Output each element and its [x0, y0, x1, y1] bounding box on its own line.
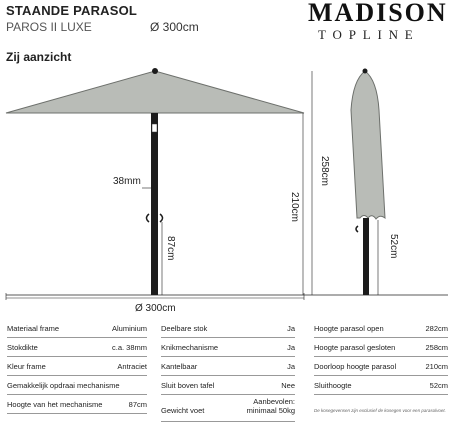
height-open-side-label: 210cm [289, 192, 300, 223]
spec-key: Doorloop hoogte parasol [314, 362, 397, 371]
spec-value: Aanbevolen: minimaal 50kg [246, 397, 295, 415]
spec-value: 52cm [429, 381, 448, 390]
spec-value: 210cm [425, 362, 448, 371]
spec-key: Kantelbaar [161, 362, 198, 371]
spec-row [161, 377, 295, 395]
footnote: De kosegevensen zijn exclusief de kosegen voor een parasolvoet. [314, 408, 446, 413]
pole-tilt-mark [152, 124, 157, 132]
open-canopy [6, 71, 304, 113]
spec-row [7, 320, 147, 338]
spec-row [314, 320, 448, 338]
section-title: Zij aanzicht [6, 50, 72, 64]
spec-row [7, 339, 147, 357]
spec-row [161, 358, 295, 376]
spec-value: Ja [287, 324, 295, 333]
spec-row [314, 358, 448, 376]
spec-key: Sluit boven tafel [161, 381, 215, 390]
canopy-top-knob [152, 68, 158, 74]
spec-key: Hoogte parasol gesloten [314, 343, 396, 352]
closed-pole-label: 52cm [388, 234, 399, 259]
closed-top-knob [363, 69, 368, 74]
spec-key: Gemakkelijk opdraai mechanisme [7, 381, 120, 390]
spec-value: Aluminium [111, 324, 147, 333]
spec-row [7, 396, 147, 414]
spec-key: Deelbare stok [161, 324, 208, 333]
height-open-total-label: 258cm [319, 156, 330, 187]
spec-value: Ja [287, 362, 295, 371]
spec-row [161, 320, 295, 338]
closed-pole [363, 218, 369, 295]
spec-key: Gewicht voet [161, 406, 205, 415]
spec-key: Hoogte van het mechanisme [7, 400, 103, 409]
spec-value: 87cm [128, 400, 147, 409]
spec-row [7, 377, 147, 395]
spec-value: Ja [287, 343, 295, 352]
product-subtitle: PAROS II LUXE [6, 20, 92, 34]
spec-row [314, 377, 448, 395]
spec-key: Stokdikte [7, 343, 38, 352]
bottom-diameter-label: Ø 300cm [135, 303, 176, 314]
spec-value: Antraciet [117, 362, 147, 371]
spec-value: Nee [281, 381, 295, 390]
diameter-label: Ø 300cm [150, 20, 199, 34]
pole-diameter-label: 38mm [113, 176, 141, 187]
spec-row [161, 396, 295, 422]
spec-row [161, 339, 295, 357]
spec-key: Materiaal frame [7, 324, 60, 333]
crank-height-label: 87cm [165, 236, 176, 261]
product-title: STAANDE PARASOL [6, 3, 138, 18]
spec-value: 258cm [425, 343, 448, 352]
spec-value: c.a. 38mm [111, 343, 147, 352]
spec-row [7, 358, 147, 376]
spec-key: Hoogte parasol open [314, 324, 384, 333]
spec-key: Knikmechanisme [161, 343, 219, 352]
spec-key: Sluithoogte [314, 381, 352, 390]
closed-canopy [351, 71, 385, 219]
spec-key: Kleur frame [7, 362, 46, 371]
spec-row [314, 339, 448, 357]
spec-value: 282cm [425, 324, 448, 333]
brand-sub-logo: TOPLINE [318, 27, 420, 42]
open-pole [151, 113, 158, 295]
brand-logo: MADISON [308, 0, 448, 27]
